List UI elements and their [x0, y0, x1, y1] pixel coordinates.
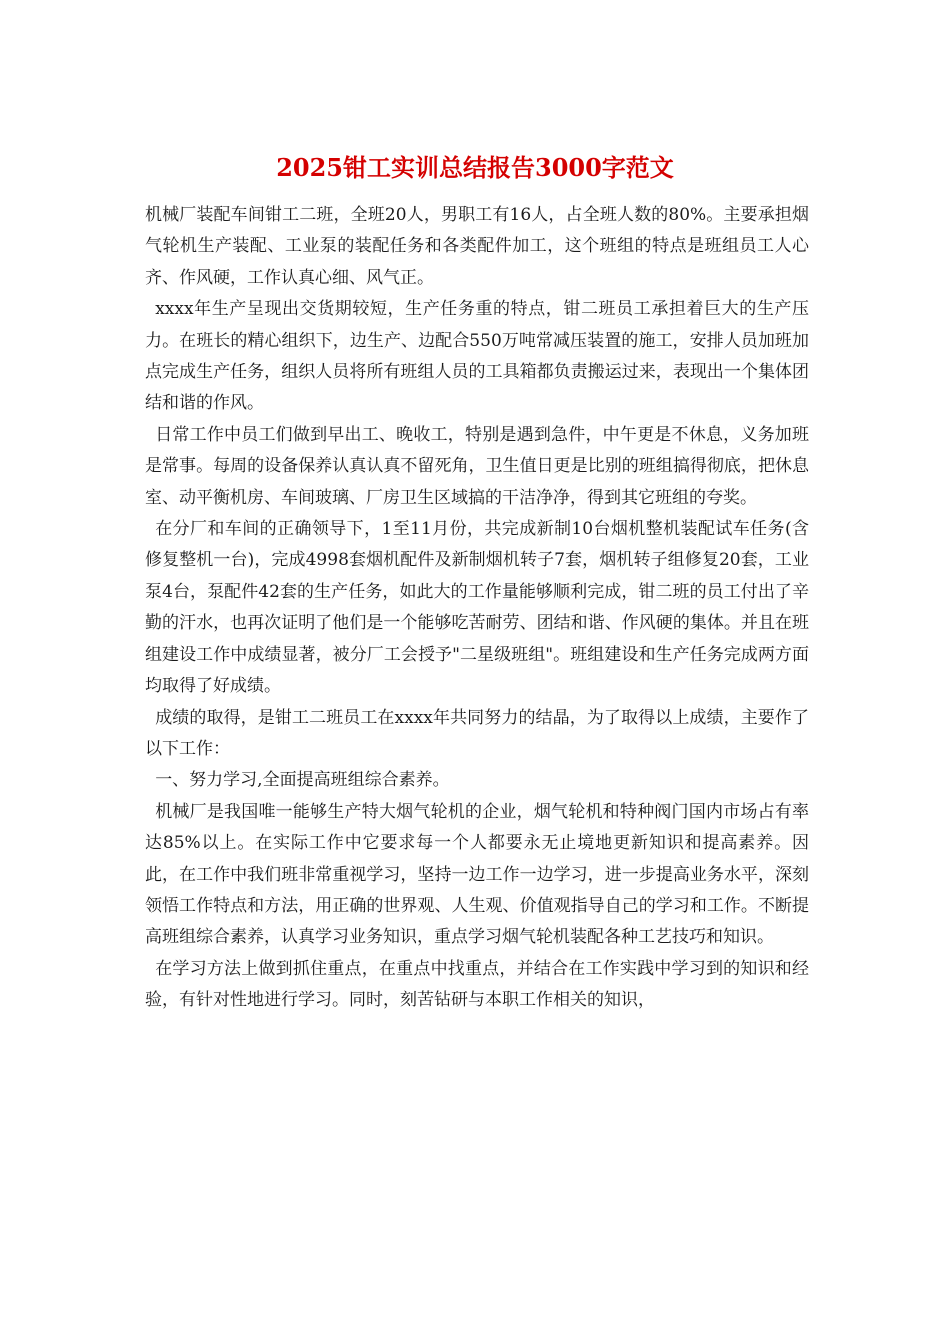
section-heading-study: 一、努力学习,全面提高班组综合素养。: [155, 770, 450, 791]
document-body: [145, 200, 809, 1017]
paragraph-study-method: 在学习方法上做到抓住重点，在重点中找重点，并结合在工作实践中学习到的知识和经验，有针对性地进行学习。同时，刻苦钻研与本职工作相关的知识，: [145, 958, 809, 1011]
paragraph-study-importance: 机械厂是我国唯一能够生产特大烟气轮机的企业，烟气轮机和特种阀门国内市场占有率达85%以上。在实际工作中它要求每一个人都要永无止境地更新知识和提高素养。因此，在工作中我们班非常重视学习，坚持一边工作一边学习，进一步提高业务水平，深刻领悟工作特点和方法，用正确的世界观、人生观、价值观指导自己的学习和工作。不断提高班组综合素养，认真学习业务知识，重点学习烟气轮机装配各种工艺技巧和知识。: [145, 801, 809, 948]
paragraph-daily-work: 日常工作中员工们做到早出工、晚收工，特别是遇到急件，中午更是不休息，义务加班是常事。每周的设备保养认真认真不留死角，卫生值日更是比别的班组搞得彻底，把休息室、动平衡机房、车间玻璃、厂房卫生区域搞的干洁净净，得到其它班组的夸奖。: [145, 424, 809, 508]
document-title: 2025钳工实训总结报告3000字范文: [276, 153, 674, 182]
paragraph-achievements: 在分厂和车间的正确领导下，1至11月份，共完成新制10台烟机整机装配试车任务(含修复整机一台)，完成4998套烟机配件及新制烟机转子7套，烟机转子组修复20套，工业泵4台，泵配件42套的生产任务，如此大的工作量能够顺利完成，钳二班的员工付出了辛勤的汗水，也再次证明了他们是一个能够吃苦耐劳、团结和谐、作风硬的集体。并且在班组建设工作中成绩显著，被分厂工会授予"二星级班组"。班组建设和生产任务完成两方面均取得了好成绩。: [145, 519, 809, 697]
paragraph-work-summary-intro: 成绩的取得，是钳工二班员工在xxxx年共同努力的结晶，为了取得以上成绩，主要作了以下工作：: [145, 707, 809, 759]
paragraph-team-overview: 机械厂装配车间钳工二班，全班20人，男职工有16人，占全班人数的80%。主要承担烟气轮机生产装配、工业泵的装配任务和各类配件加工，这个班组的特点是班组员工人心齐、作风硬，工作认真心细、风气正。: [145, 205, 809, 288]
paragraph-production-pressure: xxxx年生产呈现出交货期较短，生产任务重的特点，钳二班员工承担着巨大的生产压力。在班长的精心组织下，边生产、边配合550万吨常减压装置的施工，安排人员加班加点完成生产任务，组织人员将所有班组人员的工具箱都负责搬运过来，表现出一个集体团结和谐的作风。: [145, 299, 809, 414]
